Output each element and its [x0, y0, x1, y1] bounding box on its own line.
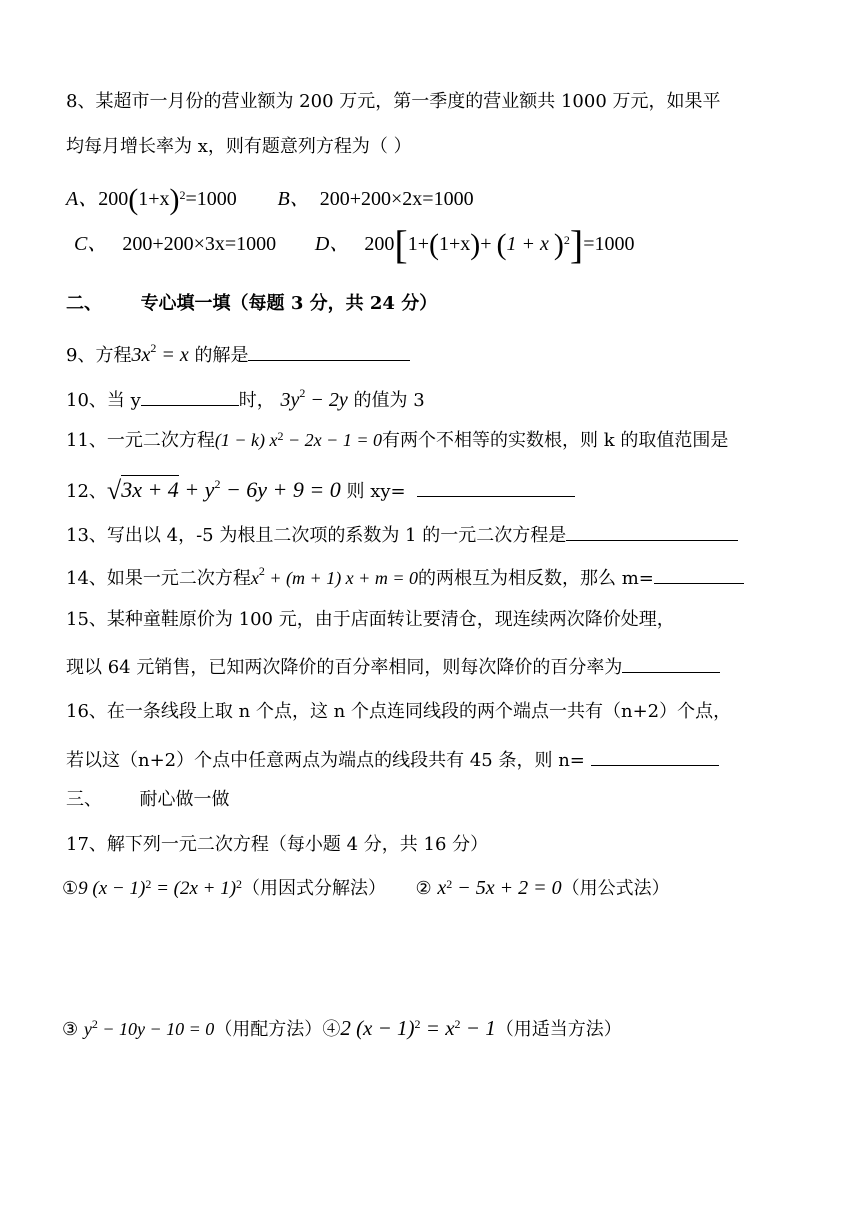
- option-c-expr: 200+200×3x=1000: [122, 233, 277, 255]
- q15-answer-blank[interactable]: [622, 652, 720, 673]
- problem-4-expr2: = x: [420, 1016, 455, 1040]
- q9-sup: 2: [150, 341, 157, 355]
- option-d-inner1: 1+: [407, 233, 429, 255]
- sqrt-icon: √: [106, 476, 122, 505]
- q17-problems-3-4: [62, 1016, 622, 1042]
- problem-3-expr2: − 10y − 10 = 0: [97, 1019, 215, 1039]
- q14: [66, 563, 744, 591]
- option-a-label: A、: [66, 188, 99, 210]
- problem-4-expr3: − 1: [460, 1016, 496, 1040]
- q12-expr: + y: [178, 477, 215, 502]
- q8-option-b: [278, 188, 474, 210]
- q13-answer-blank[interactable]: [566, 520, 738, 541]
- q14-expr2: + (m + 1) x + m = 0: [264, 568, 418, 588]
- q8-option-a-b: [66, 183, 474, 216]
- q11: [66, 428, 728, 453]
- option-a-sup: 2: [179, 188, 186, 202]
- q10-sup: 2: [299, 386, 306, 400]
- q10: [66, 385, 425, 413]
- problem-2-number: ②: [415, 878, 432, 899]
- problem-3-method: （用配方法）: [214, 1019, 323, 1040]
- problem-4-sup-b: 2: [454, 1017, 461, 1031]
- q14-expr: x: [250, 568, 259, 588]
- q8-line1: 8、某超市一月份的营业额为 200 万元，第一季度的营业额共 1000 万元，如果平: [66, 91, 721, 112]
- section-2-label: 二、: [66, 293, 102, 314]
- q17-title: 17、解下列一元二次方程（每小题 4 分，共 16 分）: [66, 834, 489, 855]
- q13: [66, 520, 738, 548]
- q9-answer-blank[interactable]: [248, 340, 410, 361]
- q11-expr2: − 2x − 1 = 0: [283, 430, 382, 450]
- q8-option-a: A、$200(1+x)^2=1000$: [66, 183, 237, 216]
- problem-1-sup-a: 2: [145, 877, 152, 891]
- q9-expr-a: 3x: [131, 344, 151, 366]
- q8-option-c-d: [74, 222, 635, 267]
- option-a-pre: 200: [98, 188, 129, 210]
- q15-line2: [66, 652, 720, 680]
- q16-line1: 16、在一条线段上取 n 个点，这 n 个点连同线段的两个端点一共有（n+2）个点，: [66, 701, 732, 722]
- problem-3-number: ③: [62, 1019, 79, 1040]
- problem-2-expr2: − 5x + 2 = 0: [452, 877, 562, 899]
- problem-1-expr2: = (2x + 1): [151, 878, 237, 899]
- option-d-sup: 2: [563, 233, 570, 247]
- q10-answer-blank[interactable]: [141, 385, 239, 406]
- section-2-title: 专心填一填（每题 3 分，共 24 分）: [140, 293, 438, 314]
- option-d-pre: 200: [364, 233, 395, 255]
- q16-answer-blank[interactable]: [591, 745, 719, 766]
- option-d-inner2: 1+x: [438, 233, 471, 255]
- q9-mid: 的解是: [194, 345, 249, 366]
- section-3-label: 三、: [66, 789, 102, 810]
- q10-post: 的值为 3: [347, 390, 425, 411]
- q11-pre: 11、一元二次方程: [66, 430, 215, 451]
- problem-4-sup-a: 2: [414, 1017, 421, 1031]
- option-a-post: =1000: [185, 188, 237, 210]
- problem-1-expr: 9 (x − 1): [78, 878, 146, 899]
- q11-expr: (1 − k) x: [214, 430, 278, 450]
- q9-expr-b: = x: [156, 344, 189, 366]
- q8-option-c: [74, 233, 281, 255]
- section-2-heading: [66, 292, 437, 316]
- option-d-inner3: 1 + x: [506, 233, 549, 255]
- problem-1-method: （用因式分解法）: [242, 878, 387, 899]
- section-3-heading: [66, 788, 229, 812]
- q14-pre: 14、如果一元二次方程: [66, 568, 251, 589]
- option-b-expr: 200+200×2x=1000: [319, 188, 474, 210]
- option-c-label: C、: [74, 233, 108, 255]
- problem-4-number: ④: [322, 1019, 341, 1040]
- q8-option-d: D、 200[1+(1+x)+ (1 + x )$^2$]=1000: [314, 222, 635, 267]
- q12-answer-blank[interactable]: [417, 476, 575, 497]
- problem-2-sup: 2: [446, 877, 453, 891]
- q15-line1: 15、某种童鞋原价为 100 元，由于店面转让要清仓，现连续两次降价处理，: [66, 609, 675, 630]
- q9: [66, 340, 410, 368]
- q9-pre: 9、方程: [66, 345, 132, 366]
- q16-line2: [66, 745, 719, 773]
- problem-2-method: （用公式法）: [561, 878, 670, 899]
- q12-post: 则 xy=: [340, 481, 406, 502]
- q15-line2-text: 现以 64 元销售，已知两次降价的百分率相同，则每次降价的百分率为: [66, 657, 623, 678]
- q11-post: 有两个不相等的实数根，则 k 的取值范围是: [381, 430, 729, 451]
- q14-answer-blank[interactable]: [654, 563, 744, 584]
- q12-expr2: − 6y + 9 = 0: [220, 477, 341, 502]
- q10-expr2: − 2y: [305, 389, 348, 411]
- problem-1-sup-b: 2: [236, 877, 243, 891]
- q17-problems-1-2: [62, 876, 670, 901]
- option-a-inner: 1+x: [138, 188, 170, 210]
- q16-line2-text: 若以这（n+2）个点中任意两点为端点的线段共有 45 条，则 n=: [66, 750, 585, 771]
- problem-1-number: ①: [62, 878, 79, 899]
- problem-3-expr: y: [83, 1019, 92, 1039]
- option-d-post: =1000: [583, 233, 635, 255]
- q12: [66, 476, 575, 504]
- option-d-plus: +: [480, 233, 492, 255]
- problem-4-method: （用适当方法）: [495, 1019, 622, 1040]
- section-3-title: 耐心做一做: [139, 789, 230, 810]
- problem-4-expr: 2 (x − 1): [340, 1016, 415, 1040]
- q12-pre: 12、: [66, 481, 107, 502]
- option-b-label: B、: [277, 188, 310, 210]
- problem-2-expr: x: [437, 877, 447, 899]
- q8-line2: 均每月增长率为 x，则有题意列方程为（ ）: [66, 136, 412, 157]
- q12-radicand: 3x + 4: [121, 477, 179, 502]
- option-d-label: D、: [314, 233, 350, 255]
- problem-3-sup: 2: [91, 1017, 98, 1031]
- q14-post: 的两根互为相反数，那么 m=: [417, 568, 654, 589]
- q10-expr: 3y: [280, 389, 300, 411]
- q10-mid: 时，: [238, 390, 275, 411]
- q10-pre: 10、当 y: [66, 390, 141, 411]
- q11-sup: 2: [277, 429, 284, 443]
- q14-sup: 2: [258, 564, 265, 578]
- q12-sup: 2: [214, 477, 221, 491]
- q13-text: 13、写出以 4，-5 为根且二次项的系数为 1 的一元二次方程是: [66, 525, 567, 546]
